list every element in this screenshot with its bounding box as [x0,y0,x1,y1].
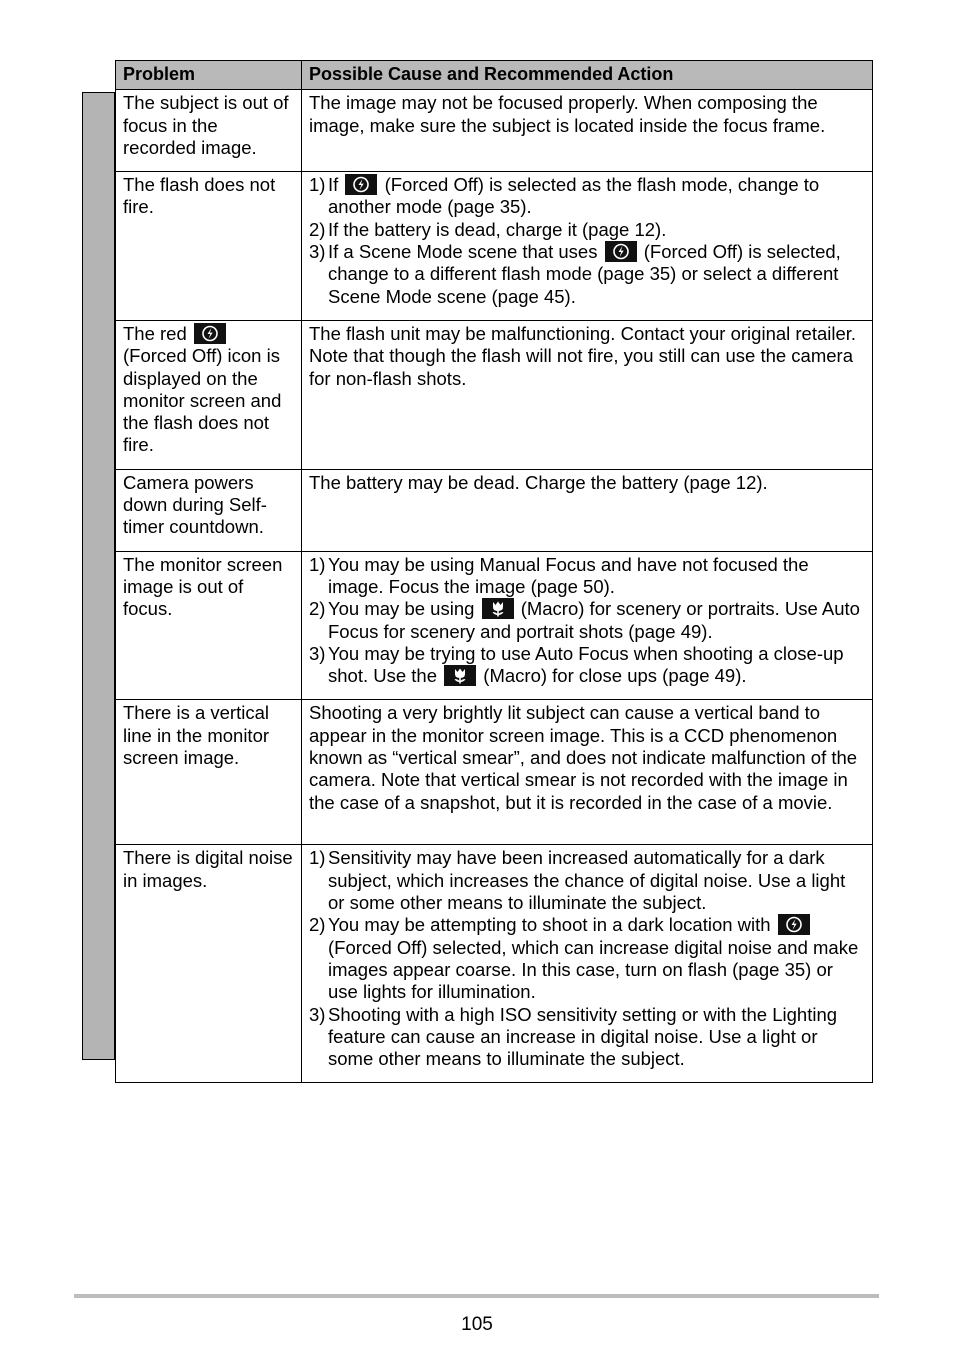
problem-cell [116,90,302,172]
list-item [309,1004,866,1071]
problem-text: There is digital noise in images. [123,847,293,891]
item-text: (Forced Off) is selected as the flash mode, change to another mode (page 35). [328,174,820,218]
action-text: The flash unit may be malfunctioning. Contact your original retailer. Note that though the flash will not fire, you still can use the camera for non-flash shots. [309,322,857,389]
item-text: You may be using Manual Focus and have not focused the image. Focus the image (page 50). [328,553,809,597]
header-problem: Problem [116,61,302,90]
action-list [309,174,866,308]
list-item [309,847,866,914]
action-text: Shooting a very brightly lit subject can cause a vertical band to appear in the monitor screen image. This is a CCD phenomenon known as “vertical smear”, and does not indicate malfunction of the camera. Note that vertical smear is not recorded with the image in the case of a snapshot, but it is recorded in the case of a movie. [309,702,858,813]
problem-cell [116,845,302,1083]
item-text: If [328,174,339,196]
table-row [116,845,873,1083]
table-row [116,320,873,469]
list-item [309,174,866,219]
item-number: 3) [309,642,326,664]
action-cell [302,90,873,172]
problem-cell [116,551,302,700]
table-row [116,172,873,321]
table-row [116,700,873,845]
list-item [309,643,866,688]
item-text: You may be using [328,598,475,620]
macro-icon [444,665,476,686]
action-text: The image may not be focused properly. When composing the image, make sure the subject is located inside the focus frame. [309,92,826,136]
flash-off-icon [605,241,637,262]
action-text: The battery may be dead. Charge the battery (page 12). [309,471,768,493]
table-row [116,469,873,551]
item-text: (Forced Off) is selected, change to a different flash mode (page 35) or select a different Scene Mode scene (page 45). [328,241,841,307]
list-item [309,554,866,599]
action-list [309,847,866,1070]
list-item [309,914,866,1003]
item-text: If a Scene Mode scene that uses [328,241,598,263]
item-number: 2) [309,914,326,936]
action-cell [302,845,873,1083]
item-number: 1) [309,553,326,575]
action-cell [302,320,873,469]
item-text: If the battery is dead, charge it (page 12). [328,218,667,240]
footer-divider [74,1294,879,1298]
item-text: (Macro) for scenery or portraits. Use Auto Focus for scenery and portrait shots (page 49). [328,598,860,642]
page-number: 105 [461,1314,493,1335]
section-tab-marker [82,92,115,1060]
list-item [309,219,866,241]
troubleshooting-table [115,60,873,1083]
action-cell [302,469,873,551]
action-list [309,554,866,688]
header-action: Possible Cause and Recommended Action [302,61,873,90]
item-number: 3) [309,241,326,263]
action-cell [302,172,873,321]
item-number: 2) [309,218,326,240]
item-number: 3) [309,1003,326,1025]
item-text: Shooting with a high ISO sensitivity setting or with the Lighting feature can cause an increase in digital noise. Use a light or some other means to illuminate the subject. [328,1003,838,1070]
item-text: Sensitivity may have been increased automatically for a dark subject, which increases the chance of digital noise. Use a light or some other means to illuminate the subject. [328,847,846,914]
problem-cell [116,700,302,845]
problem-text: There is a vertical line in the monitor screen image. [123,702,270,769]
problem-text: The subject is out of focus in the recorded image. [123,92,289,158]
problem-text: The red [123,322,187,344]
problem-text: Camera powers down during Self-timer countdown. [123,471,267,538]
item-text: You may be attempting to shoot in a dark location with [328,914,771,936]
item-text: (Forced Off) selected, which can increase digital noise and make images appear coarse. In this case, turn on flash (page 35) or use lights for illumination. [328,936,859,1003]
action-cell [302,551,873,700]
flash-off-icon [194,323,226,344]
problem-text: The monitor screen image is out of focus. [123,553,283,620]
item-text: You may be trying to use Auto Focus when shooting a close-up shot. Use the [328,642,844,687]
item-number: 1) [309,847,326,869]
problem-text: The flash does not fire. [123,174,276,218]
item-number: 1) [309,174,326,196]
action-cell [302,700,873,845]
flash-off-icon [778,914,810,935]
problem-cell [116,469,302,551]
flash-off-icon [345,174,377,195]
item-number: 2) [309,598,326,620]
problem-cell [116,320,302,469]
list-item [309,598,866,643]
table-header-row [116,61,873,90]
macro-icon [482,598,514,619]
item-text: (Macro) for close ups (page 49). [483,665,747,687]
problem-text: (Forced Off) icon is displayed on the monitor screen and the flash does not fire. [123,345,282,456]
list-item [309,241,866,308]
table-row [116,90,873,172]
problem-cell [116,172,302,321]
table-row [116,551,873,700]
